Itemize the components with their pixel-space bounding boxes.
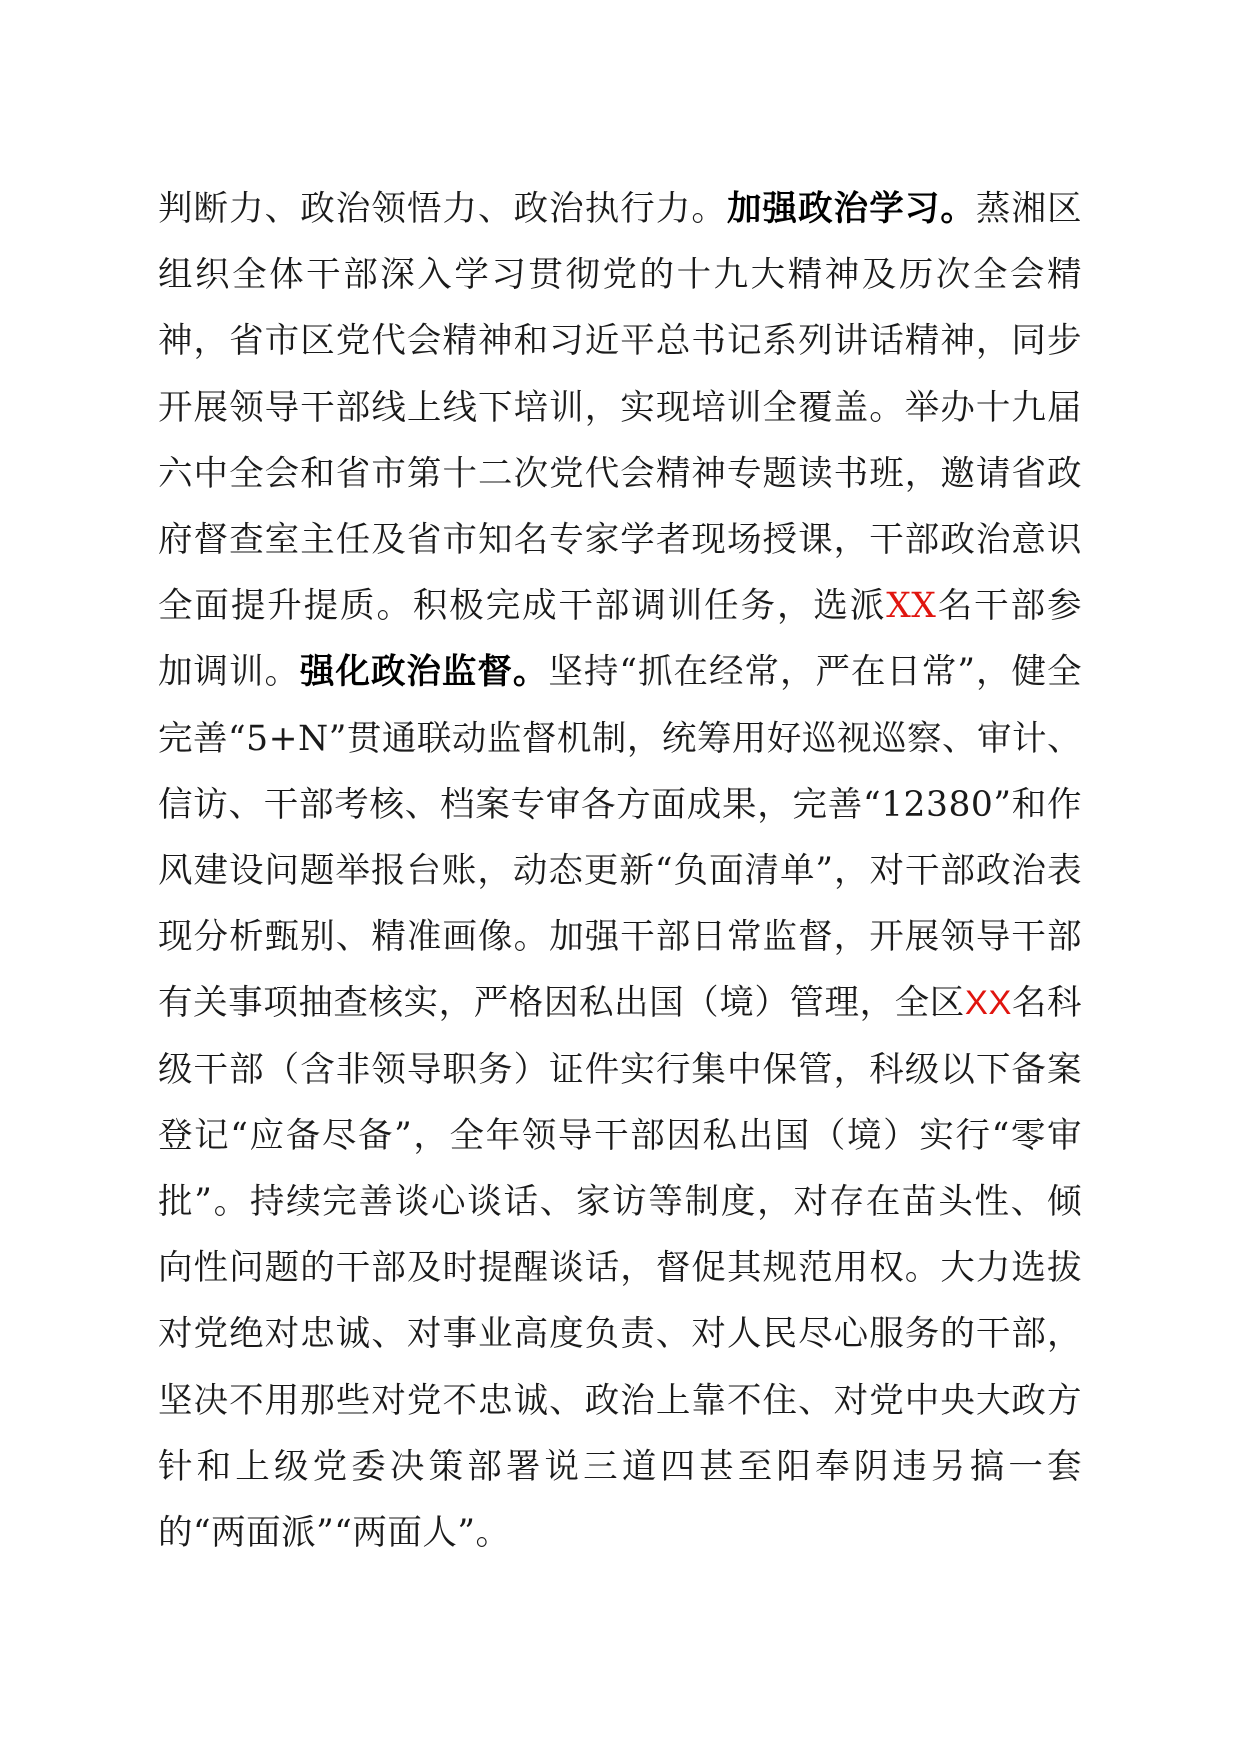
text-segment: 名干部参加调训。: [158, 586, 1083, 693]
body-paragraph: [158, 176, 1082, 1566]
heading-strengthen-political-study: 加强政治学习。: [726, 189, 976, 229]
text-segment: 判断力、政治领悟力、政治执行力。: [158, 189, 727, 229]
text-segment: 坚持“抓在经常，严在日常”，健全完善“5+N”贯通联动监督机制，统筹用好巡视巡察、审计、信访、干部考核、档案专审各方面成果，完善“12380”和作风建设问题举报台账，动态更新“负面清单”，对干部政治表现分析甄别、精准画像。加强干部日常监督，开展领导干部有关事项抽查核实，严格因私出国（境）管理，全区: [158, 652, 1083, 1024]
placeholder-count: XX: [886, 586, 937, 627]
text-segment: 名科级干部（含非领导职务）证件实行集中保管，科级以下备案登记“应备尽备”，全年领导干部因私出国（境）实行“零审批”。持续完善谈心谈话、家访等制度，对存在苗头性、倾向性问题的干部及时提醒谈话，督促其规范用权。大力选拔对党绝对忠诚、对事业高度负责、对人民尽心服务的干部，坚决不用那些对党不忠诚、政治上靠不住、对党中央大政方针和上级党委决策部署说三道四甚至阳奉阴违另搞一套的“两面派”“两面人”。: [158, 983, 1083, 1554]
text-segment: 蒸湘区组织全体干部深入学习贯彻党的十九大精神及历次全会精神，省市区党代会精神和习近平总书记系列讲话精神，同步开展领导干部线上线下培训，实现培训全覆盖。举办十九届六中全会和省市第十二次党代会精神专题读书班，邀请省政府督查室主任及省市知名专家学者现场授课，干部政治意识全面提升提质。积极完成干部调训任务，选派: [158, 189, 1083, 627]
placeholder-count: XX: [964, 984, 1012, 1023]
heading-strengthen-political-supervision: 强化政治监督。: [299, 652, 549, 693]
